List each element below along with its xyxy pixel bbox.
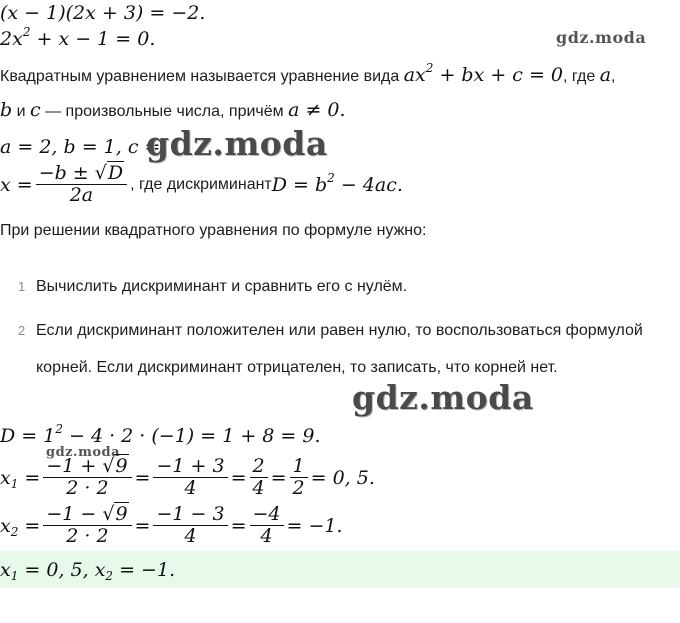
fraction-denominator: 2 [292, 477, 305, 499]
definition-line-2 [0, 99, 346, 121]
fraction-numerator: −1 − 3 [156, 503, 225, 525]
math-part: = 0, 5, x [18, 559, 106, 581]
answer-box [0, 551, 680, 588]
fraction-numerator: −4 [252, 503, 281, 525]
x2-result: = −1. [286, 514, 343, 537]
fraction-numerator [43, 504, 131, 525]
math-part: D = 1 [0, 425, 56, 447]
definition-text: — произвольные числа, причём [40, 103, 289, 120]
watermark-logo: gdz.moda [352, 378, 534, 417]
equals-sign: = [230, 466, 247, 489]
coefficients-line [0, 136, 160, 158]
definition-text: и [12, 103, 30, 120]
formula-line [0, 163, 403, 206]
sqrt: √9 [102, 455, 128, 477]
definition-text: , где [563, 68, 600, 85]
numerator-text: −1 − [46, 503, 103, 525]
formula-fraction [36, 163, 127, 206]
list-number: 2 [18, 323, 26, 338]
subscript: 1 [10, 569, 19, 583]
equation-part: + x − 1 = 0. [30, 28, 156, 50]
fraction-denominator: 2 · 2 [66, 477, 109, 499]
numerator-text: −b ± [38, 162, 95, 184]
fraction [43, 456, 131, 499]
definition-math: b [0, 99, 13, 121]
definition-text: Квадратным уравнением называется уравнение вида [0, 68, 404, 85]
list-text: Вычислить дискриминант и сравнить его с нулём. [36, 278, 408, 295]
exponent: 2 [327, 170, 335, 185]
formula-lhs: x = [0, 173, 33, 196]
math-part: − 4 · 2 · (−1) = 1 + 8 = 9. [62, 425, 321, 447]
definition-line-1 [0, 61, 616, 86]
fraction [153, 456, 227, 499]
x2-lhs: $x_2$ = [0, 514, 41, 539]
equation-line-2 [0, 25, 156, 50]
discriminant-calc [0, 422, 321, 447]
list-text: Если дискриминант положителен или равен нулю, то воспользоваться формулой корней. Если дискриминант отрицателен, то записать, что корней нет. [36, 322, 643, 376]
math-part: x [0, 466, 11, 489]
math-part: ax [403, 64, 426, 86]
equals-sign: = [134, 466, 151, 489]
math-part: x [0, 514, 11, 537]
equation-part: 2x [0, 28, 23, 50]
fraction [250, 456, 268, 499]
sqrt: √D [94, 162, 124, 184]
exponent: 2 [425, 61, 434, 75]
fraction-numerator [43, 456, 131, 477]
fraction-denominator: 4 [184, 525, 197, 547]
subscript: 2 [105, 569, 114, 583]
fraction-denominator: 2 · 2 [66, 525, 109, 547]
radicand: 9 [115, 503, 128, 525]
definition-math: a ≠ 0. [288, 99, 346, 121]
equation-line-1 [0, 2, 205, 24]
discriminant-formula [271, 170, 403, 196]
fraction-numerator: 2 [252, 455, 265, 477]
equation-text: (x − 1)(2x + 3) = −2. [0, 2, 206, 24]
equals-sign: = [134, 514, 151, 537]
radicand: 9 [115, 455, 128, 477]
math-part: D = b [271, 173, 328, 196]
fraction [153, 504, 227, 547]
fraction-denominator: 4 [184, 477, 197, 499]
math-part: + bx + c = 0 [433, 64, 564, 86]
fraction-numerator: 1 [292, 455, 305, 477]
list-number: 1 [18, 279, 26, 294]
subscript: 1 [10, 476, 19, 491]
equals-sign: = [270, 466, 287, 489]
x2-calc [0, 504, 343, 547]
watermark-logo: gdz.moda [556, 28, 647, 47]
fraction [43, 504, 131, 547]
definition-math: a [599, 64, 612, 86]
definition-math: c [30, 99, 41, 121]
coefficients-text: a = 2, b = 1, c = [0, 136, 161, 158]
fraction [290, 456, 308, 499]
fraction-denominator: 4 [260, 525, 273, 547]
definition-math [403, 61, 564, 86]
watermark-logo: gdz.moda [46, 445, 121, 460]
x1-result: = 0, 5. [310, 466, 375, 489]
exponent: 2 [55, 422, 63, 436]
math-part: x [0, 559, 11, 581]
radicand: D [107, 162, 124, 184]
subscript: 2 [10, 524, 19, 539]
exponent: 2 [22, 25, 31, 39]
fraction-denominator: 2a [69, 184, 94, 206]
x1-calc [0, 456, 375, 499]
math-part: = −1. [113, 559, 176, 581]
definition-text: , [611, 68, 616, 85]
numerator-text: −1 + [46, 455, 103, 477]
fraction-denominator: 4 [252, 477, 265, 499]
x1-lhs: $x_1$ = [0, 466, 41, 491]
fraction [250, 504, 284, 547]
formula-text: , где дискриминант [130, 175, 272, 193]
fraction-numerator: −1 + 3 [156, 455, 225, 477]
fraction-numerator [36, 163, 127, 184]
steps-intro: При решении квадратного уравнения по формуле нужно: [0, 222, 427, 239]
watermark-logo: gdz.moda [146, 124, 328, 163]
equals-sign: = [230, 514, 247, 537]
math-part: − 4ac. [334, 173, 403, 196]
sqrt: √9 [102, 503, 128, 525]
answer-text [0, 559, 175, 581]
